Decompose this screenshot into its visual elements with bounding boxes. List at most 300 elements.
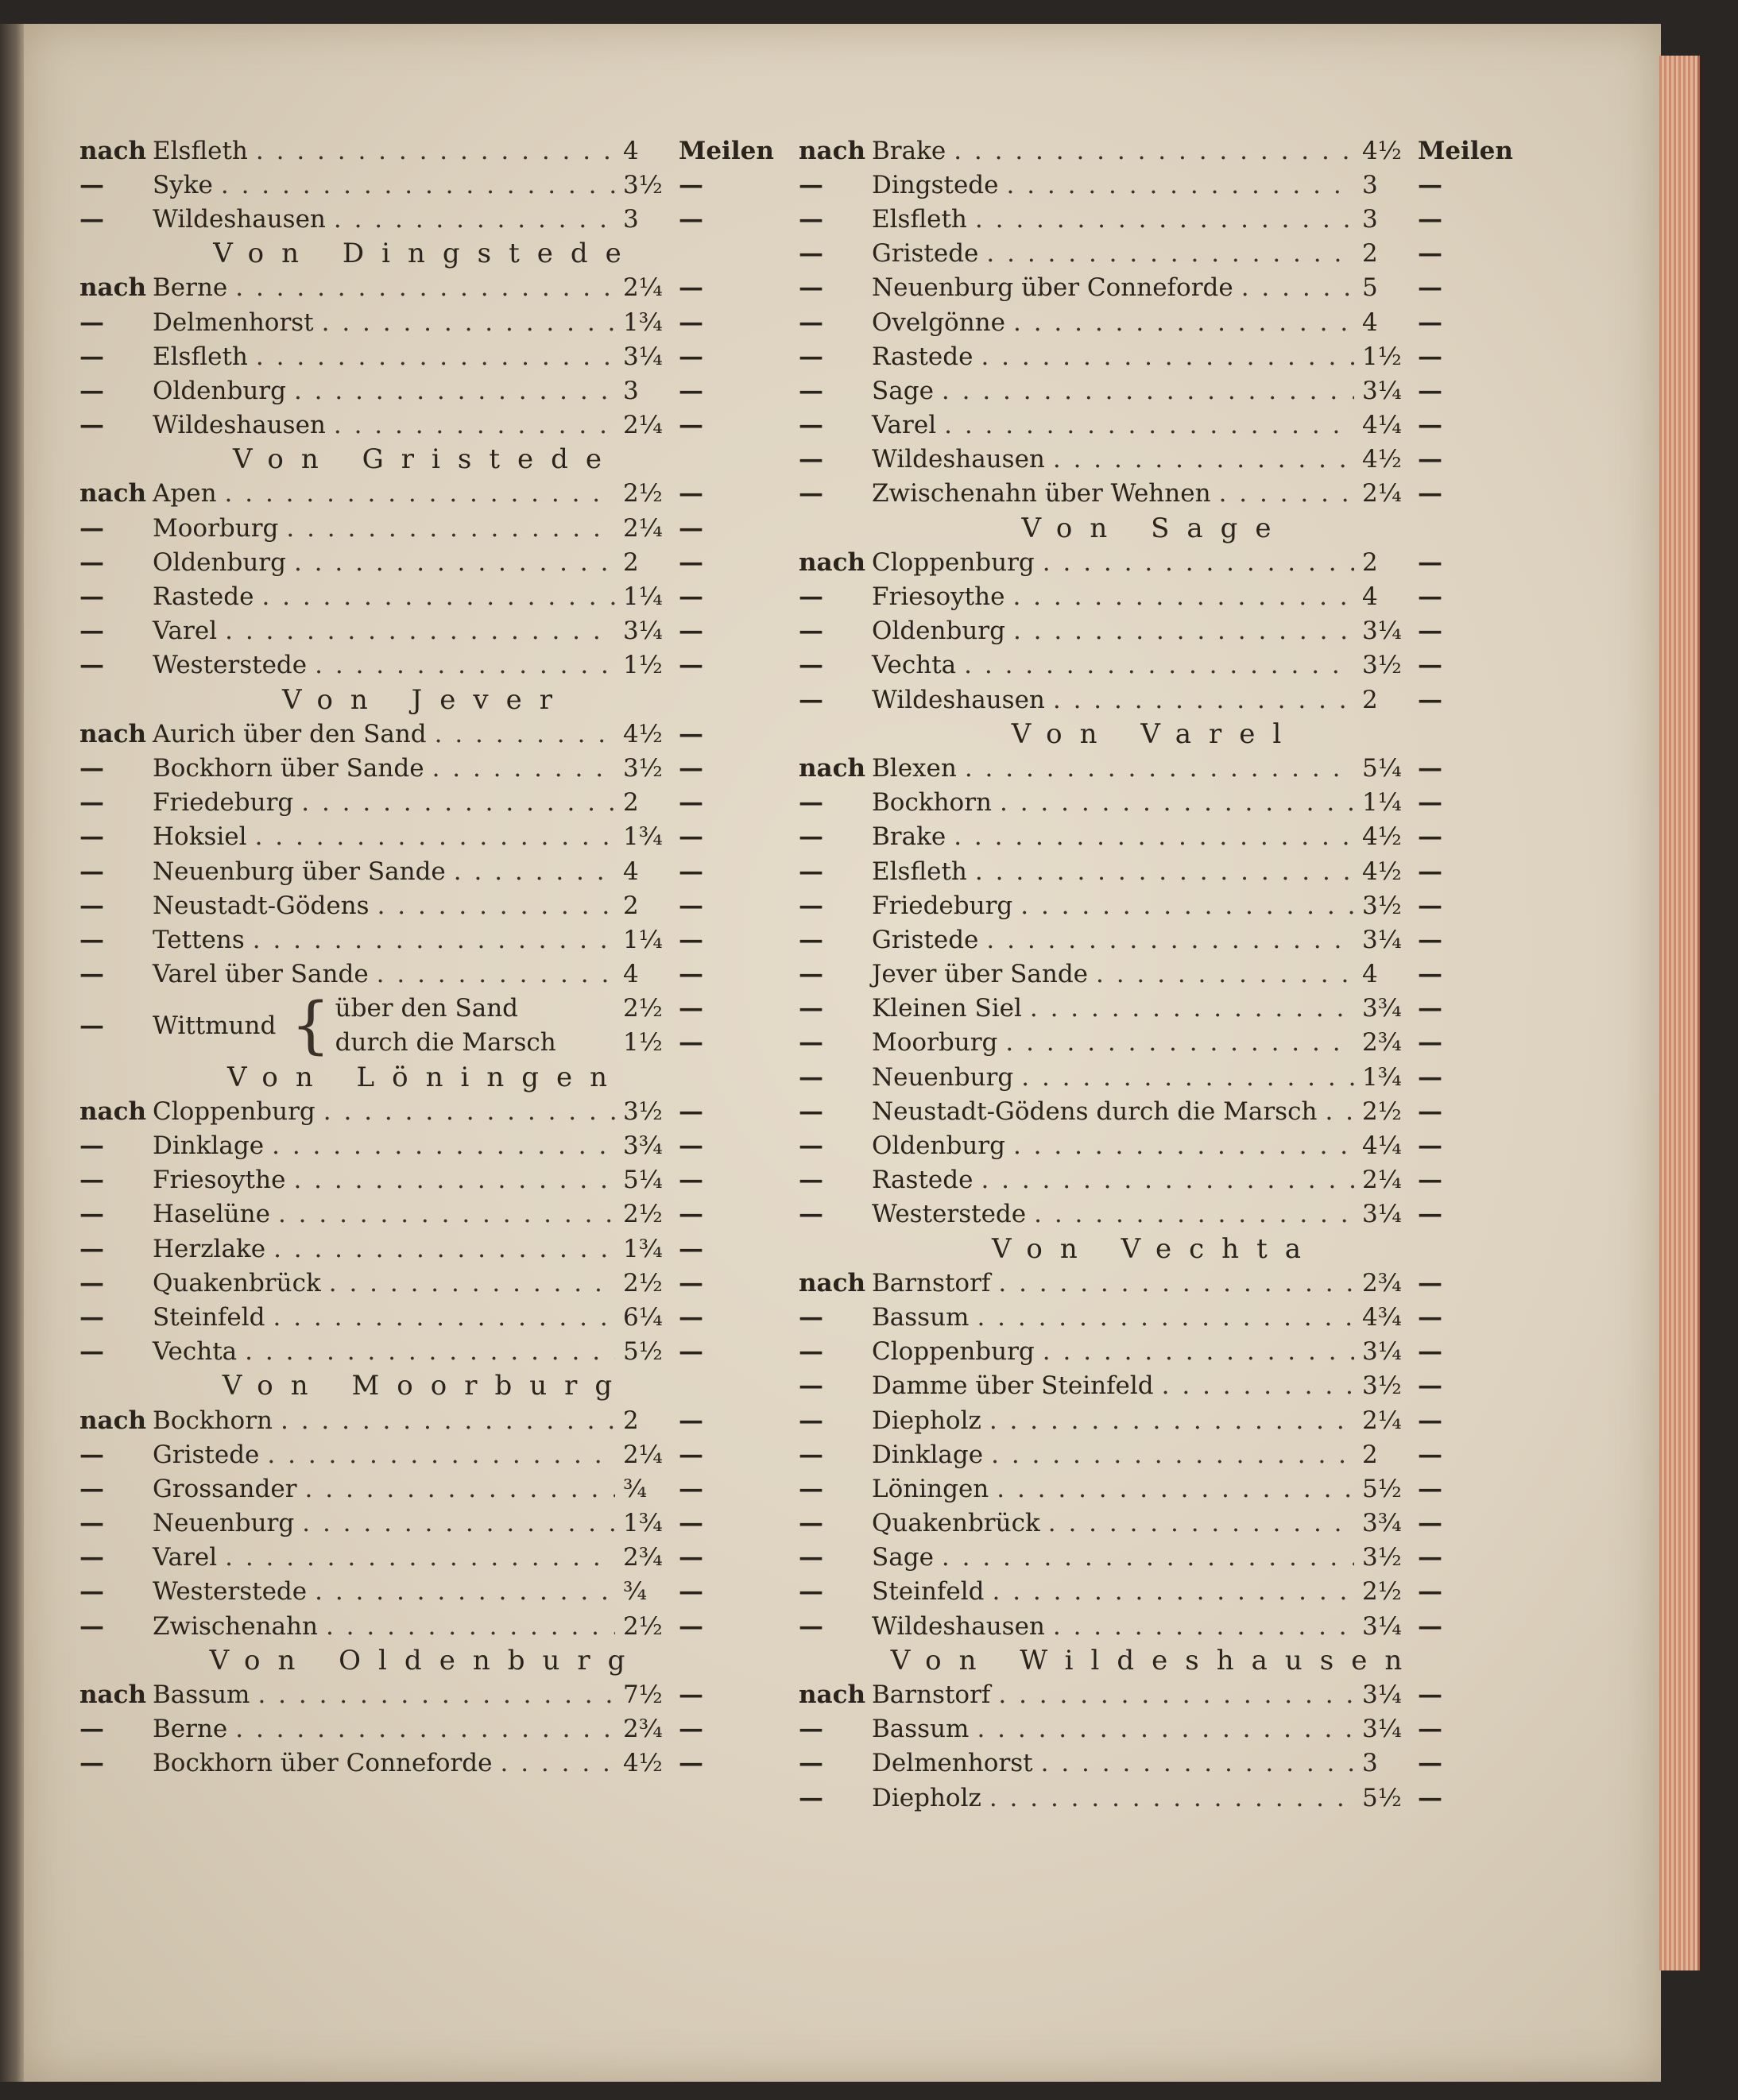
unit-label: —	[679, 1543, 703, 1572]
row-lead: —	[799, 1166, 823, 1195]
distance: 1½	[623, 651, 663, 680]
destination: Brake	[872, 822, 946, 852]
table-row	[799, 579, 1494, 613]
distance: 3½	[1362, 1371, 1402, 1401]
dot-leader	[998, 1680, 1354, 1709]
unit-label: —	[1418, 857, 1442, 886]
unit-label: —	[1418, 239, 1442, 269]
unit-label: —	[1418, 479, 1442, 509]
section-heading-text: Von Moorburg	[222, 1370, 630, 1402]
table-row	[79, 477, 755, 511]
unit-label: —	[679, 479, 703, 509]
row-lead: —	[79, 1268, 104, 1298]
destination: Neustadt-Gödens	[153, 891, 370, 920]
table-row	[79, 408, 755, 443]
distance: 3¼	[1362, 1337, 1402, 1367]
row-lead: —	[799, 651, 823, 680]
table-row	[79, 888, 755, 922]
brace-glyph: {	[291, 989, 331, 1062]
table-row	[799, 888, 1494, 922]
section-heading	[79, 1369, 755, 1403]
row-lead: —	[79, 1577, 104, 1607]
page-stack-edge	[1659, 56, 1700, 1970]
table-row	[79, 717, 755, 751]
table-row	[799, 271, 1494, 305]
table-row	[799, 1060, 1494, 1094]
dot-leader	[501, 1749, 616, 1777]
unit-label: —	[1418, 1096, 1442, 1126]
distance: 4	[1362, 307, 1378, 337]
dot-leader	[235, 273, 615, 302]
table-row	[799, 992, 1494, 1026]
distance: 3	[623, 376, 639, 405]
unit-label: Meilen	[679, 136, 774, 165]
distance: 1¾	[623, 1234, 663, 1263]
table-row	[799, 168, 1494, 202]
destination: Neuenburg über Conneforde	[872, 273, 1233, 303]
dot-leader	[964, 651, 1354, 679]
table-row	[79, 1403, 755, 1437]
distance: 3¾	[623, 1131, 663, 1161]
destination: Blexen	[872, 753, 957, 783]
row-lead: —	[799, 1096, 823, 1126]
row-lead: nach	[799, 1268, 866, 1298]
dot-leader	[997, 1475, 1354, 1503]
distance: 2	[623, 547, 639, 577]
unit-label: —	[679, 960, 703, 989]
section-heading	[79, 1643, 755, 1677]
distance: 5½	[1362, 1474, 1402, 1503]
row-lead: —	[79, 617, 104, 646]
distance: 5¼	[1362, 753, 1402, 783]
unit-label: —	[679, 170, 703, 199]
distance: 2¼	[623, 411, 663, 440]
row-lead: nach	[79, 1096, 147, 1126]
row-lead: —	[799, 1611, 823, 1641]
unit-label: —	[1418, 925, 1442, 954]
row-lead: —	[799, 857, 823, 886]
distance: 2½	[623, 1268, 663, 1298]
destination: Tettens	[153, 925, 245, 954]
table-row	[799, 820, 1494, 854]
destination: Dingstede	[872, 170, 999, 199]
row-lead: —	[79, 1749, 104, 1778]
distance: 2½	[623, 1611, 663, 1641]
dot-leader	[954, 822, 1354, 851]
distance: 4¼	[1362, 411, 1402, 440]
unit-label: —	[679, 1715, 703, 1744]
dot-leader	[432, 754, 615, 783]
table-row	[79, 957, 755, 992]
table-row	[799, 854, 1494, 888]
unit-label: —	[679, 1611, 703, 1641]
row-lead: —	[799, 342, 823, 371]
unit-label: —	[1418, 582, 1442, 612]
distance: 1¾	[623, 822, 663, 852]
row-lead: —	[79, 582, 104, 612]
row-lead: —	[799, 1302, 823, 1332]
distance: 1¼	[623, 582, 663, 612]
unit-label: —	[679, 994, 703, 1023]
dot-leader	[334, 411, 615, 439]
table-row	[79, 1300, 755, 1334]
row-lead: —	[799, 307, 823, 337]
right-column	[799, 133, 1513, 1815]
row-lead: —	[79, 376, 104, 405]
table-row	[799, 1266, 1494, 1300]
distance: 3½	[1362, 651, 1402, 680]
destination: Wildeshausen	[153, 204, 326, 234]
dot-leader	[981, 1166, 1354, 1194]
distance: 1¾	[1362, 1062, 1402, 1092]
row-lead: nach	[799, 136, 866, 165]
row-lead: —	[79, 1509, 104, 1538]
section-heading	[799, 717, 1494, 751]
unit-label: —	[1418, 1268, 1442, 1298]
dot-leader	[1021, 1063, 1354, 1092]
distance: 4½	[1362, 445, 1402, 474]
distance: 1¼	[1362, 788, 1402, 818]
dot-leader	[1325, 1097, 1354, 1126]
row-lead: —	[799, 239, 823, 269]
table-row	[799, 683, 1494, 717]
sub-route-row	[335, 992, 755, 1026]
row-lead: —	[799, 822, 823, 852]
table-row	[799, 786, 1494, 820]
distance: 2¾	[623, 1543, 663, 1572]
distance: 3	[1362, 170, 1378, 199]
unit-label: —	[1418, 1200, 1442, 1229]
table-row	[799, 237, 1494, 271]
row-lead: —	[799, 1028, 823, 1058]
row-lead: —	[799, 1337, 823, 1367]
destination: Gristede	[153, 1440, 260, 1469]
table-row	[799, 339, 1494, 373]
unit-label: —	[1418, 1474, 1442, 1503]
destination: Diepholz	[872, 1406, 981, 1435]
table-row	[79, 271, 755, 305]
row-lead: —	[79, 857, 104, 886]
row-lead: —	[79, 960, 104, 989]
table-row	[79, 1094, 755, 1128]
dot-leader	[225, 479, 615, 508]
table-row	[79, 648, 755, 683]
dot-leader	[322, 308, 615, 337]
section-heading	[79, 1060, 755, 1094]
dot-leader	[326, 1612, 615, 1641]
dot-leader	[273, 1303, 616, 1332]
row-lead: —	[79, 925, 104, 954]
dot-leader	[235, 1715, 615, 1743]
table-row	[79, 1437, 755, 1472]
destination: Gristede	[872, 925, 979, 954]
table-row	[799, 1472, 1494, 1506]
dot-leader	[942, 377, 1354, 405]
unit-label: —	[679, 1474, 703, 1503]
row-lead: nach	[79, 273, 147, 303]
destination: Ovelgönne	[872, 307, 1005, 337]
destination: Friesoythe	[872, 582, 1005, 612]
unit-label: —	[679, 1406, 703, 1435]
unit-label: —	[1418, 1611, 1442, 1641]
destination: Brake	[872, 136, 946, 165]
unit-label: —	[1418, 307, 1442, 337]
distance: 2	[1362, 547, 1378, 577]
destination: Bockhorn über Sande	[153, 753, 424, 783]
distance: 1½	[623, 1028, 663, 1058]
row-lead: nach	[79, 1680, 147, 1710]
destination: Oldenburg	[872, 1131, 1005, 1161]
left-column	[79, 133, 774, 1781]
distance: 4½	[1362, 136, 1402, 165]
unit-label: —	[679, 1749, 703, 1778]
unit-label: Meilen	[1418, 136, 1513, 165]
unit-label: —	[679, 1680, 703, 1710]
distance: 2¼	[1362, 1406, 1402, 1435]
destination: Elsfleth	[153, 342, 248, 371]
sub-routes	[335, 992, 755, 1060]
row-lead: —	[799, 445, 823, 474]
table-row	[799, 1712, 1494, 1746]
unit-label: —	[679, 376, 703, 405]
unit-label: —	[1418, 1062, 1442, 1092]
destination: Sage	[872, 1543, 934, 1572]
destination: Elsfleth	[153, 136, 248, 165]
distance: ¾	[623, 1577, 648, 1607]
table-row	[79, 305, 755, 339]
row-lead: —	[799, 925, 823, 954]
table-row	[799, 1094, 1494, 1128]
destination: Neuenburg über Sande	[153, 857, 446, 886]
destination: Moorburg	[153, 513, 279, 543]
table-row	[799, 1437, 1494, 1472]
dot-leader	[377, 891, 615, 920]
destination: Rastede	[872, 1166, 974, 1195]
unit-label: —	[679, 273, 703, 303]
table-row	[799, 1677, 1494, 1711]
dot-leader	[1013, 308, 1354, 337]
section-heading	[799, 511, 1494, 545]
unit-label: —	[1418, 753, 1442, 783]
destination: Westerstede	[153, 1577, 308, 1607]
unit-label: —	[679, 1131, 703, 1161]
dot-leader	[1053, 686, 1354, 714]
dot-leader	[273, 1235, 615, 1263]
dot-leader	[975, 857, 1354, 886]
row-lead: —	[79, 411, 104, 440]
row-lead: —	[79, 1474, 104, 1503]
destination: Bockhorn über Conneforde	[153, 1749, 493, 1778]
destination: Elsfleth	[872, 857, 967, 886]
destination: Wildeshausen	[872, 685, 1045, 714]
unit-label: —	[1418, 1337, 1442, 1367]
row-lead: —	[79, 1337, 104, 1367]
section-heading-text: Von Oldenburg	[209, 1644, 643, 1677]
table-row	[79, 1677, 755, 1711]
destination: Herzlake	[153, 1234, 266, 1263]
table-row	[79, 751, 755, 785]
table-row	[79, 854, 755, 888]
table-row	[799, 408, 1494, 443]
dot-leader	[225, 617, 615, 645]
dot-leader	[1013, 617, 1354, 645]
dot-leader	[302, 1509, 615, 1537]
dot-leader	[245, 1337, 615, 1366]
destination: Haselüne	[153, 1200, 270, 1229]
table-row	[799, 1541, 1494, 1575]
destination: Quakenbrück	[872, 1509, 1040, 1538]
row-lead: —	[799, 1131, 823, 1161]
destination: Aurich über den Sand	[153, 719, 427, 748]
unit-label: —	[1418, 411, 1442, 440]
table-row	[799, 957, 1494, 992]
destination: Grossander	[153, 1474, 297, 1503]
dot-leader	[977, 1715, 1354, 1743]
table-row	[79, 1266, 755, 1300]
unit-label: —	[1418, 651, 1442, 680]
table-row	[79, 1712, 755, 1746]
table-row	[79, 786, 755, 820]
dot-leader	[272, 1131, 615, 1160]
destination: Delmenhorst	[872, 1749, 1033, 1778]
dot-leader	[256, 342, 615, 371]
dot-leader	[261, 582, 615, 611]
distance: 4½	[623, 1749, 663, 1778]
destination: Oldenburg	[153, 547, 286, 577]
destination: Gristede	[872, 239, 979, 269]
row-lead: —	[799, 582, 823, 612]
table-row	[79, 1575, 755, 1609]
distance: 3½	[623, 170, 663, 199]
row-lead: nach	[79, 136, 147, 165]
dot-leader	[975, 205, 1354, 234]
distance: 3	[1362, 204, 1378, 234]
dot-leader	[993, 1577, 1355, 1606]
dot-leader	[1020, 891, 1354, 920]
row-lead: —	[799, 479, 823, 509]
destination: Damme über Steinfeld	[872, 1371, 1154, 1401]
destination: Vechta	[872, 651, 957, 680]
dot-leader	[942, 1543, 1354, 1572]
dot-leader	[294, 548, 615, 577]
unit-label: —	[1418, 788, 1442, 818]
distance: 4½	[1362, 822, 1402, 852]
unit-label: —	[1418, 822, 1442, 852]
row-lead: —	[799, 1577, 823, 1607]
table-row	[799, 133, 1513, 168]
unit-label: —	[1418, 376, 1442, 405]
dot-leader	[257, 1680, 615, 1709]
table-row	[799, 545, 1494, 579]
destination: Hoksiel	[153, 822, 247, 852]
destination: Westerstede	[153, 651, 308, 680]
destination: Steinfeld	[153, 1302, 265, 1332]
destination: Bockhorn	[872, 788, 993, 818]
unit-label: —	[1418, 170, 1442, 199]
unit-label: —	[1418, 617, 1442, 646]
distance: 2	[623, 1406, 639, 1435]
destination: Bockhorn	[153, 1406, 273, 1435]
destination: Moorburg	[872, 1028, 998, 1058]
destination: Zwischenahn	[153, 1611, 318, 1641]
unit-label: —	[1418, 273, 1442, 303]
unit-label: —	[679, 307, 703, 337]
table-row	[79, 133, 774, 168]
row-lead: —	[799, 1406, 823, 1435]
dot-leader	[454, 857, 615, 886]
table-row	[79, 1472, 755, 1506]
dot-leader	[954, 137, 1354, 165]
dot-leader	[991, 1441, 1354, 1469]
unit-label: —	[1418, 342, 1442, 371]
dot-leader	[301, 788, 615, 817]
unit-label: —	[679, 1234, 703, 1263]
table-row	[799, 1026, 1494, 1060]
unit-label: —	[679, 204, 703, 234]
destination: Löningen	[872, 1474, 989, 1503]
table-row	[79, 1163, 755, 1197]
distance: 4	[623, 136, 639, 165]
distance: 3¼	[623, 342, 663, 371]
row-lead: —	[79, 1131, 104, 1161]
unit-label: —	[1418, 891, 1442, 920]
row-lead: —	[79, 1440, 104, 1469]
unit-label: —	[679, 753, 703, 783]
unit-label: —	[1418, 1406, 1442, 1435]
unit-label: —	[1418, 1028, 1442, 1058]
destination: Bassum	[872, 1302, 970, 1332]
section-heading	[799, 1232, 1494, 1266]
destination: Cloppenburg	[153, 1096, 315, 1126]
unit-label: —	[1418, 994, 1442, 1023]
dot-leader	[1000, 788, 1354, 817]
destination: Apen	[153, 479, 217, 509]
distance: 4	[1362, 960, 1378, 989]
unit-label: —	[679, 1200, 703, 1229]
destination: Dinklage	[153, 1131, 265, 1161]
distance: 3½	[1362, 1543, 1402, 1572]
distance: 1¾	[623, 307, 663, 337]
distance: 3¼	[623, 617, 663, 646]
dot-leader	[253, 926, 615, 954]
destination: Varel	[153, 617, 218, 646]
distance: 4¾	[1362, 1302, 1402, 1332]
distance: 2½	[1362, 1096, 1402, 1126]
dot-leader	[1034, 1200, 1354, 1228]
distance: 2¾	[623, 1715, 663, 1744]
destination: Zwischenahn über Wehnen	[872, 479, 1211, 509]
table-row	[799, 1746, 1494, 1781]
destination: Jever über Sande	[872, 960, 1089, 989]
dot-leader	[1162, 1371, 1354, 1400]
table-row	[799, 1163, 1494, 1197]
unit-label: —	[679, 1166, 703, 1195]
dot-leader	[1043, 548, 1354, 577]
table-row	[79, 1506, 755, 1541]
distance: 6¼	[623, 1302, 663, 1332]
row-lead: —	[79, 513, 104, 543]
table-row	[799, 305, 1494, 339]
section-heading-text: Von Varel	[1011, 717, 1299, 750]
row-lead: —	[79, 753, 104, 783]
table-row	[799, 1335, 1494, 1369]
distance: 2¼	[623, 1440, 663, 1469]
distance: 7½	[623, 1680, 663, 1710]
unit-label: —	[1418, 1166, 1442, 1195]
row-lead: —	[799, 273, 823, 303]
row-lead: —	[79, 204, 104, 234]
distance: 2¼	[1362, 1166, 1402, 1195]
